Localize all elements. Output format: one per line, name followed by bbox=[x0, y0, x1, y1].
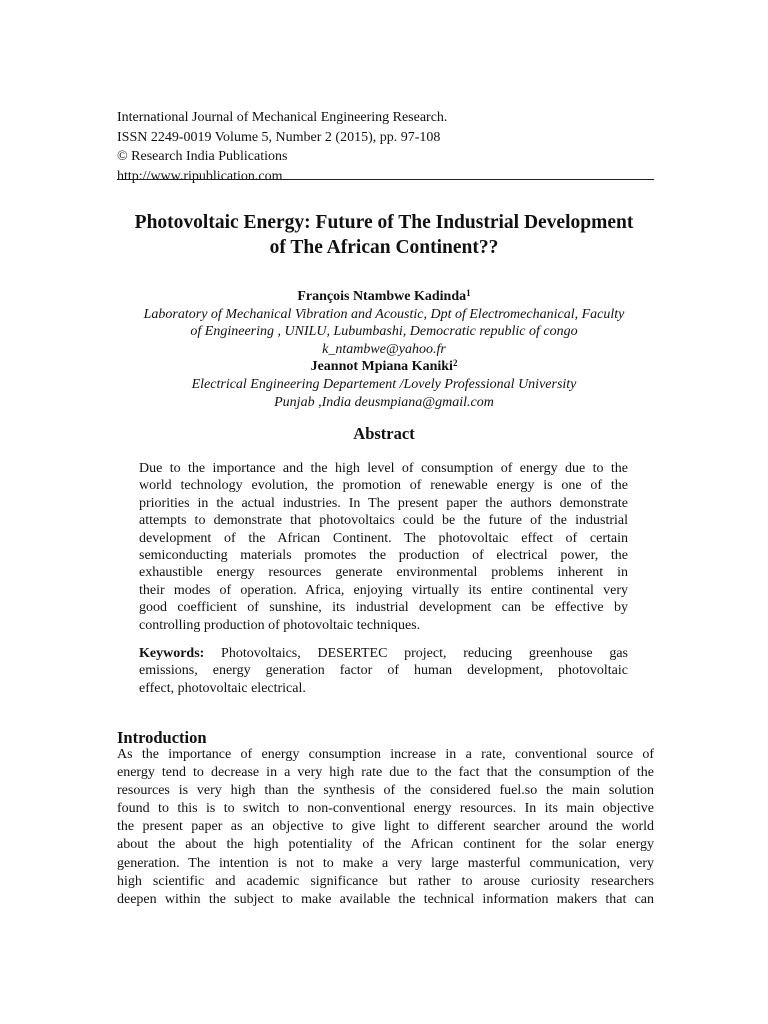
keywords-label: Keywords: bbox=[139, 646, 205, 661]
abstract-line: controlling production of photovoltaic techniques. bbox=[139, 617, 421, 633]
author-1-email: k_ntambwe@yahoo.fr bbox=[322, 341, 446, 357]
introduction-line: high scientific and academic significance but rather to arouse curiosity researchers bbox=[117, 873, 654, 889]
paper-title bbox=[100, 210, 668, 260]
author-2-sup: 2 bbox=[452, 358, 458, 369]
abstract-line: priorities in the actual industries. In The present paper the authors demonstrate bbox=[139, 495, 628, 511]
introduction-line: found to this is to switch to non-conventional energy resources. In its main objective bbox=[117, 801, 654, 817]
author-2-affiliation-line-1: Electrical Engineering Departement /Lovely Professional University bbox=[191, 376, 577, 392]
author-block bbox=[90, 288, 678, 411]
keywords-line bbox=[139, 645, 628, 662]
author-1 bbox=[90, 288, 678, 306]
introduction-line: deepen within the subject to make available the technical information makers that can bbox=[117, 891, 654, 907]
introduction-line: energy tend to decrease in a very high rate due to the fact that the consumption of the bbox=[117, 765, 654, 781]
abstract-line: semiconducting materials promotes the production of electrical power, the bbox=[139, 548, 628, 564]
keywords-text: Photovoltaics, DESERTEC project, reducing greenhouse gas bbox=[204, 646, 628, 661]
abstract-line: attempts to demonstrate that photovoltaics could be the future of the industrial bbox=[139, 513, 628, 529]
title-line-1: Photovoltaic Energy: Future of The Industrial Development bbox=[134, 212, 634, 233]
introduction-line: resources is very high than the synthesis of the considered fuel.so the main solution bbox=[117, 783, 654, 799]
abstract-line: Due to the importance and the high level of consumption of energy due to the bbox=[139, 461, 628, 476]
abstract-line: good coefficient of sunshine, its industrial development can be effective by bbox=[139, 600, 628, 616]
author-1-sup: 1 bbox=[466, 288, 471, 298]
author-2 bbox=[90, 358, 678, 376]
abstract-line: world technology evolution, the promotion of renewable energy is one of the bbox=[139, 478, 628, 494]
journal-publisher: © Research India Publications bbox=[117, 149, 288, 164]
journal-name: International Journal of Mechanical Engineering Research. bbox=[117, 110, 448, 125]
keywords-block bbox=[139, 645, 628, 697]
author-1-affiliation-line-2: of Engineering , UNILU, Lubumbashi, Democratic republic of congo bbox=[190, 324, 578, 340]
abstract-heading: Abstract bbox=[353, 424, 415, 443]
author-1-affiliation-line-1: Laboratory of Mechanical Vibration and Acoustic, Dpt of Electromechanical, Faculty bbox=[143, 306, 625, 322]
introduction-line: generation. The intention is not to make a very large masterful communication, very bbox=[117, 855, 654, 871]
abstract-line: exhaustible energy resources generate environmental problems inherent in bbox=[139, 565, 628, 581]
author-1-name: François Ntambwe Kadinda bbox=[297, 289, 467, 304]
introduction-line: the present paper as an objective to give light to different searcher around the world bbox=[117, 819, 654, 835]
abstract-text bbox=[139, 460, 628, 634]
author-2-affiliation-line-2: Punjab ,India deusmpiana@gmail.com bbox=[274, 394, 494, 410]
journal-url: http://www.ripublication.com bbox=[117, 168, 283, 184]
introduction-text bbox=[117, 746, 654, 909]
header-divider bbox=[117, 179, 654, 180]
author-2-name: Jeannot Mpiana Kaniki bbox=[310, 359, 453, 375]
introduction-line: As the importance of energy consumption increase in a rate, conventional source of bbox=[117, 747, 654, 762]
journal-header bbox=[117, 108, 655, 186]
introduction-heading: Introduction bbox=[117, 728, 207, 747]
keywords-line: emissions, energy generation factor of human development, photovoltaic bbox=[139, 663, 628, 679]
journal-issn: ISSN 2249-0019 Volume 5, Number 2 (2015), pp. 97-108 bbox=[117, 129, 441, 145]
abstract-line: development of the African Continent. The photovoltaic effect of certain bbox=[139, 530, 628, 546]
introduction-line: about the about the high potentiality of the African continent for the solar energy bbox=[117, 837, 654, 853]
abstract-line: their modes of operation. Africa, enjoying virtually its entire continental very bbox=[139, 582, 628, 598]
title-line-2: of The African Continent?? bbox=[269, 237, 499, 258]
keywords-line: effect, photovoltaic electrical. bbox=[139, 680, 306, 696]
